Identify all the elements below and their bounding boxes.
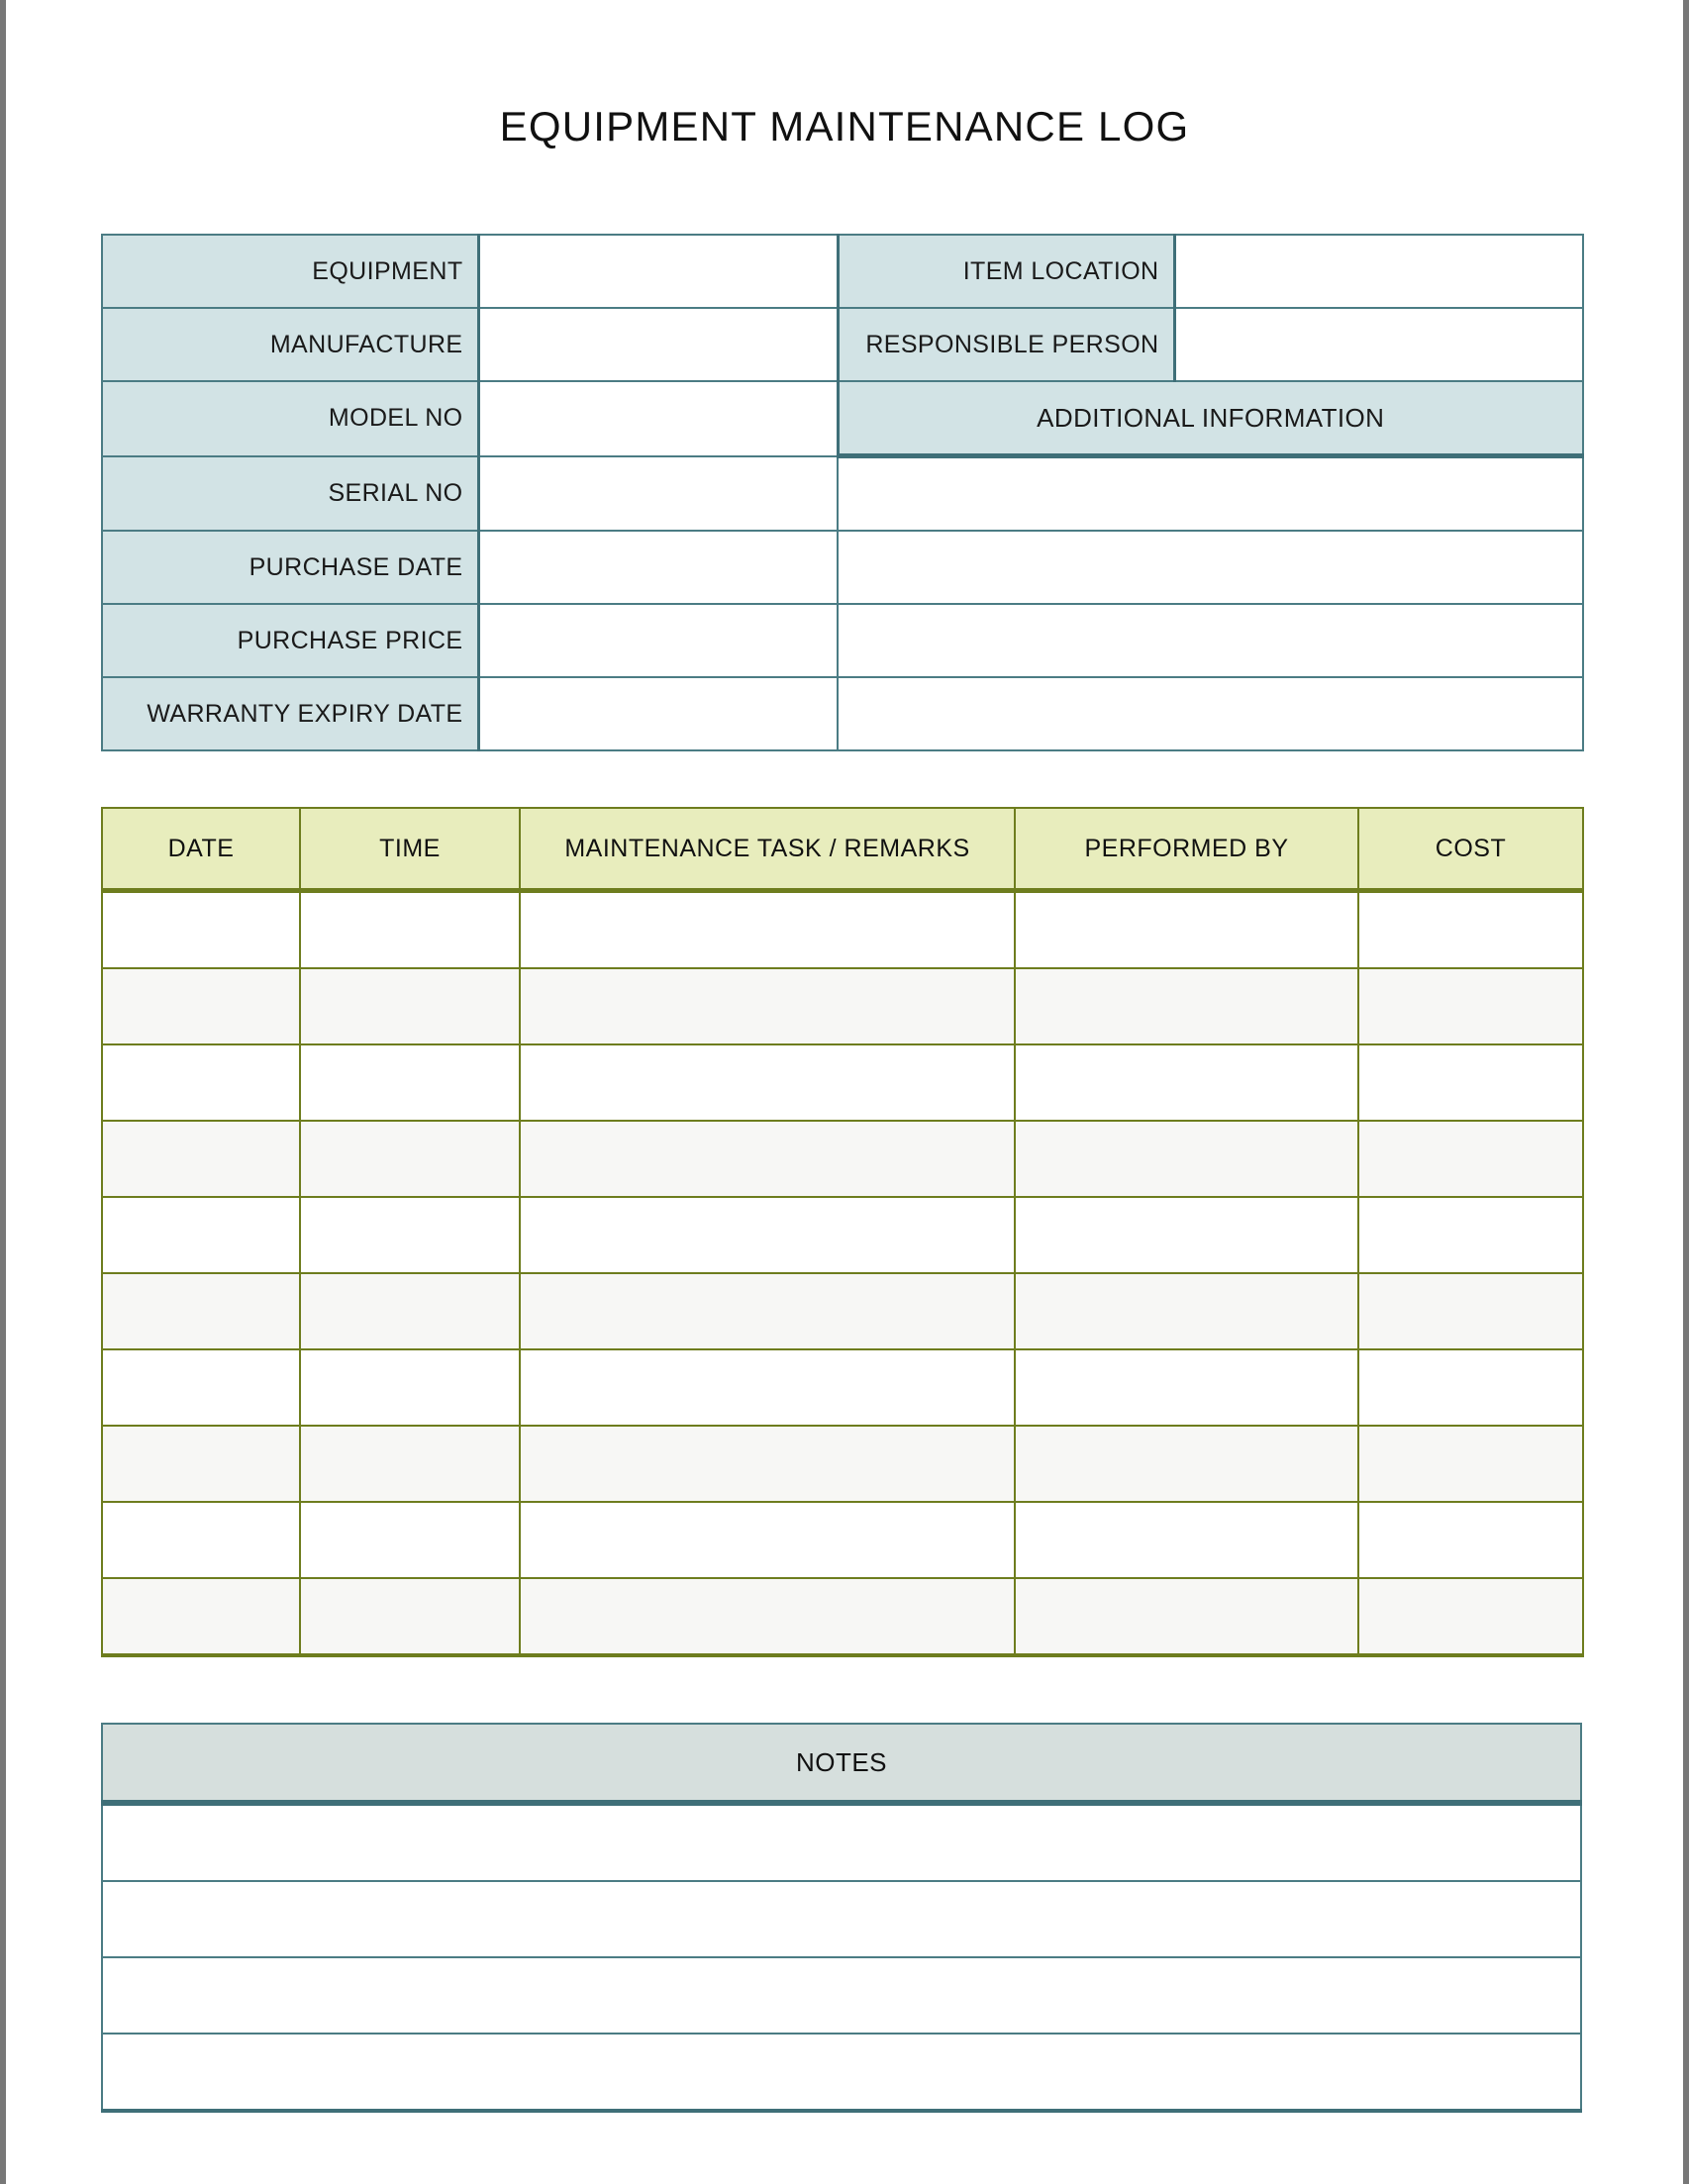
cell-task[interactable] <box>520 1273 1015 1349</box>
cell-time[interactable] <box>300 1273 520 1349</box>
cell-performed-by[interactable] <box>1015 1426 1358 1502</box>
cell-cost[interactable] <box>1358 1044 1583 1121</box>
label-additional-information: ADDITIONAL INFORMATION <box>838 381 1583 456</box>
cell-performed-by[interactable] <box>1015 1273 1358 1349</box>
cell-time[interactable] <box>300 1121 520 1197</box>
info-row-purchase-date <box>102 531 1583 604</box>
column-header-date: DATE <box>102 808 300 891</box>
cell-cost[interactable] <box>1358 891 1583 969</box>
cell-cost[interactable] <box>1358 1197 1583 1273</box>
table-row <box>102 968 1583 1044</box>
label-serial-no: SERIAL NO <box>102 456 478 532</box>
cell-task[interactable] <box>520 1044 1015 1121</box>
field-equipment[interactable] <box>478 235 838 308</box>
cell-cost[interactable] <box>1358 1426 1583 1502</box>
notes-header-row <box>102 1724 1581 1803</box>
field-manufacture[interactable] <box>478 308 838 381</box>
cell-date[interactable] <box>102 1044 300 1121</box>
notes-line-2[interactable] <box>102 1881 1581 1957</box>
notes-row <box>102 1957 1581 2034</box>
cell-cost[interactable] <box>1358 968 1583 1044</box>
label-purchase-price: PURCHASE PRICE <box>102 604 478 677</box>
table-row <box>102 1273 1583 1349</box>
field-responsible-person[interactable] <box>1174 308 1583 381</box>
field-additional-information-4[interactable] <box>838 677 1583 750</box>
label-item-location: ITEM LOCATION <box>838 235 1174 308</box>
field-additional-information-3[interactable] <box>838 604 1583 677</box>
field-purchase-date[interactable] <box>478 531 838 604</box>
cell-time[interactable] <box>300 968 520 1044</box>
label-manufacture: MANUFACTURE <box>102 308 478 381</box>
cell-task[interactable] <box>520 891 1015 969</box>
cell-cost[interactable] <box>1358 1121 1583 1197</box>
notes-row <box>102 1881 1581 1957</box>
table-row <box>102 1502 1583 1578</box>
cell-task[interactable] <box>520 1349 1015 1426</box>
cell-time[interactable] <box>300 1349 520 1426</box>
info-row-purchase-price <box>102 604 1583 677</box>
info-row-model-no <box>102 381 1583 456</box>
cell-task[interactable] <box>520 1121 1015 1197</box>
notes-line-1[interactable] <box>102 1803 1581 1881</box>
cell-performed-by[interactable] <box>1015 968 1358 1044</box>
label-responsible-person: RESPONSIBLE PERSON <box>838 308 1174 381</box>
label-warranty-expiry-date: WARRANTY EXPIRY DATE <box>102 677 478 750</box>
cell-date[interactable] <box>102 1426 300 1502</box>
cell-cost[interactable] <box>1358 1578 1583 1655</box>
field-warranty-expiry-date[interactable] <box>478 677 838 750</box>
cell-time[interactable] <box>300 1502 520 1578</box>
page-title: EQUIPMENT MAINTENANCE LOG <box>499 103 1190 149</box>
cell-date[interactable] <box>102 891 300 969</box>
cell-performed-by[interactable] <box>1015 1197 1358 1273</box>
cell-date[interactable] <box>102 1197 300 1273</box>
cell-performed-by[interactable] <box>1015 1044 1358 1121</box>
field-serial-no[interactable] <box>478 456 838 532</box>
cell-date[interactable] <box>102 1578 300 1655</box>
info-row-equipment <box>102 235 1583 308</box>
cell-time[interactable] <box>300 1426 520 1502</box>
label-equipment: EQUIPMENT <box>102 235 478 308</box>
cell-time[interactable] <box>300 1578 520 1655</box>
table-row <box>102 891 1583 969</box>
cell-date[interactable] <box>102 968 300 1044</box>
info-row-manufacture <box>102 308 1583 381</box>
cell-cost[interactable] <box>1358 1273 1583 1349</box>
cell-task[interactable] <box>520 1426 1015 1502</box>
notes-line-3[interactable] <box>102 1957 1581 2034</box>
notes-header: NOTES <box>102 1724 1581 1803</box>
table-row <box>102 1044 1583 1121</box>
table-row <box>102 1197 1583 1273</box>
cell-time[interactable] <box>300 891 520 969</box>
maintenance-log-table <box>101 807 1584 1657</box>
notes-line-4[interactable] <box>102 2034 1581 2111</box>
cell-cost[interactable] <box>1358 1502 1583 1578</box>
cell-date[interactable] <box>102 1121 300 1197</box>
cell-task[interactable] <box>520 1502 1015 1578</box>
label-purchase-date: PURCHASE DATE <box>102 531 478 604</box>
cell-performed-by[interactable] <box>1015 891 1358 969</box>
cell-date[interactable] <box>102 1273 300 1349</box>
cell-cost[interactable] <box>1358 1349 1583 1426</box>
notes-row <box>102 2034 1581 2111</box>
field-model-no[interactable] <box>478 381 838 456</box>
cell-time[interactable] <box>300 1197 520 1273</box>
column-header-performed-by: PERFORMED BY <box>1015 808 1358 891</box>
cell-performed-by[interactable] <box>1015 1349 1358 1426</box>
field-item-location[interactable] <box>1174 235 1583 308</box>
cell-date[interactable] <box>102 1502 300 1578</box>
cell-performed-by[interactable] <box>1015 1502 1358 1578</box>
cell-performed-by[interactable] <box>1015 1578 1358 1655</box>
cell-time[interactable] <box>300 1044 520 1121</box>
column-header-maintenance-task-remarks: MAINTENANCE TASK / REMARKS <box>520 808 1015 891</box>
maintenance-header-row <box>102 808 1583 891</box>
table-row <box>102 1578 1583 1655</box>
info-row-serial-no <box>102 456 1583 532</box>
cell-performed-by[interactable] <box>1015 1121 1358 1197</box>
column-header-time: TIME <box>300 808 520 891</box>
info-row-warranty-expiry-date <box>102 677 1583 750</box>
field-additional-information-2[interactable] <box>838 531 1583 604</box>
cell-task[interactable] <box>520 1197 1015 1273</box>
table-row <box>102 1349 1583 1426</box>
field-purchase-price[interactable] <box>478 604 838 677</box>
field-additional-information-1[interactable] <box>838 456 1583 532</box>
cell-date[interactable] <box>102 1349 300 1426</box>
cell-task[interactable] <box>520 1578 1015 1655</box>
notes-table <box>101 1723 1582 2113</box>
notes-row <box>102 1803 1581 1881</box>
equipment-info-table <box>101 234 1584 751</box>
cell-task[interactable] <box>520 968 1015 1044</box>
label-model-no: MODEL NO <box>102 381 478 456</box>
page-inner <box>6 0 1683 2184</box>
column-header-cost: COST <box>1358 808 1583 891</box>
table-row <box>102 1426 1583 1502</box>
table-row <box>102 1121 1583 1197</box>
